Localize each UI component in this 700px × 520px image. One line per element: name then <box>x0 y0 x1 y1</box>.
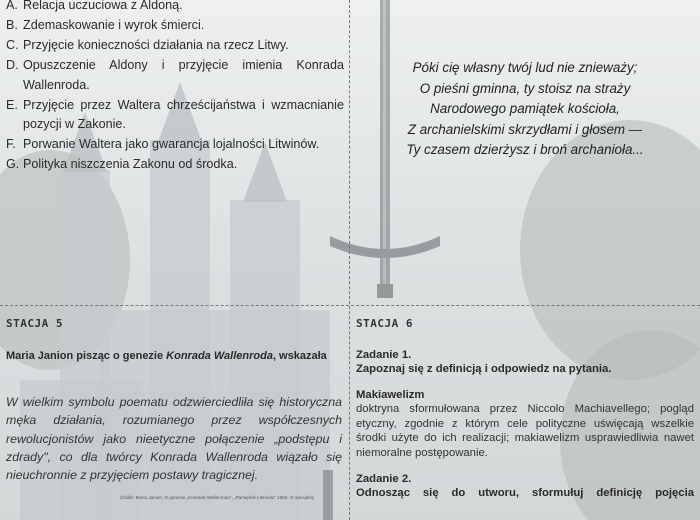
station-5-panel <box>0 306 350 520</box>
event-letter: B. <box>6 17 18 32</box>
poem-line: Z archanielskimi skrzydłami i głosem — <box>407 121 643 137</box>
event-item <box>6 56 344 96</box>
event-text: Relacja uczuciowa z Aldoną. <box>23 0 183 12</box>
poem-line: Narodowego pamiątek kościoła, <box>430 101 620 117</box>
poem-line: O pieśni gminna, ty stoisz na straży <box>419 80 631 96</box>
event-letter: A. <box>6 0 18 12</box>
event-text: Porwanie Waltera jako gwarancja lojalności Litwinów. <box>23 137 320 152</box>
event-letter: C. <box>6 37 19 52</box>
event-letter: F. <box>6 137 16 152</box>
event-letter: G. <box>6 157 20 172</box>
task-1-title: Zadanie 1. <box>356 349 412 361</box>
quote-source: Źródło: Maria Janion, O genezie „Konrada Wallenroda", „Pamiętnik Literacki" 1956, nr specjalny <box>120 495 315 500</box>
event-item <box>6 0 344 16</box>
events-list <box>6 0 344 175</box>
poem-panel <box>350 0 700 306</box>
event-item <box>6 36 344 56</box>
station-6-label: STACJA 6 <box>356 317 413 330</box>
event-letter: D. <box>6 57 19 72</box>
definition-text: doktryna sformułowana przez Niccolo Machiavellego; pogląd etyczny, zgodnie z którym cele polityczne uświęcają wszelkie środki użyte do ich realizacji; makiawelizm usprawiedliwia nawet niemoralne postępowanie. <box>356 403 694 459</box>
task-2-text: Odnosząc się do utworu, sformułuj definicję pojęcia <box>356 487 694 499</box>
event-item <box>6 16 344 36</box>
event-item <box>6 96 344 136</box>
task-2-title: Zadanie 2. <box>356 473 412 485</box>
event-item <box>6 155 344 175</box>
event-text: Przyjęcie przez Waltera chrześcijaństwa i wzmacnianie pozycji w Zakonie. <box>23 97 344 132</box>
station-5-intro: Maria Janion pisząc o genezie Konrada Wallenroda, wskazała <box>6 350 327 362</box>
event-letter: E. <box>6 97 18 112</box>
poem-line: Póki cię własny twój lud nie znieważy; <box>412 60 638 75</box>
event-text: Opuszczenie Aldony i przyjęcie imienia Konrada Wallenroda. <box>23 57 344 92</box>
janion-quote: W wielkim symbolu poematu odzwierciedliła się historyczna męka działania, rozumianego przez współczesnych rewolucjonistów jako nieetyczne połączenie „podstępu i zdrady", co dla twórcy Konrada Wallenroda wiązało się nieuchronnie z przyjęciem postawy tragicznej. <box>6 395 342 483</box>
events-panel <box>0 0 350 306</box>
event-item <box>6 135 344 155</box>
station-6-panel <box>350 306 700 520</box>
poem-line: Ty czasem dzierżysz i broń archanioła... <box>406 142 644 158</box>
station-5-label: STACJA 5 <box>6 317 63 330</box>
poem-quote <box>380 58 670 161</box>
definition-term: Makiawelizm <box>356 389 425 401</box>
event-text: Polityka niszczenia Zakonu od środka. <box>23 157 238 172</box>
task-1-text: Zapoznaj się z definicją i odpowiedz na pytania. <box>356 363 612 375</box>
event-text: Przyjęcie konieczności działania na rzecz Litwy. <box>23 37 289 52</box>
event-text: Zdemaskowanie i wyrok śmierci. <box>23 17 205 32</box>
